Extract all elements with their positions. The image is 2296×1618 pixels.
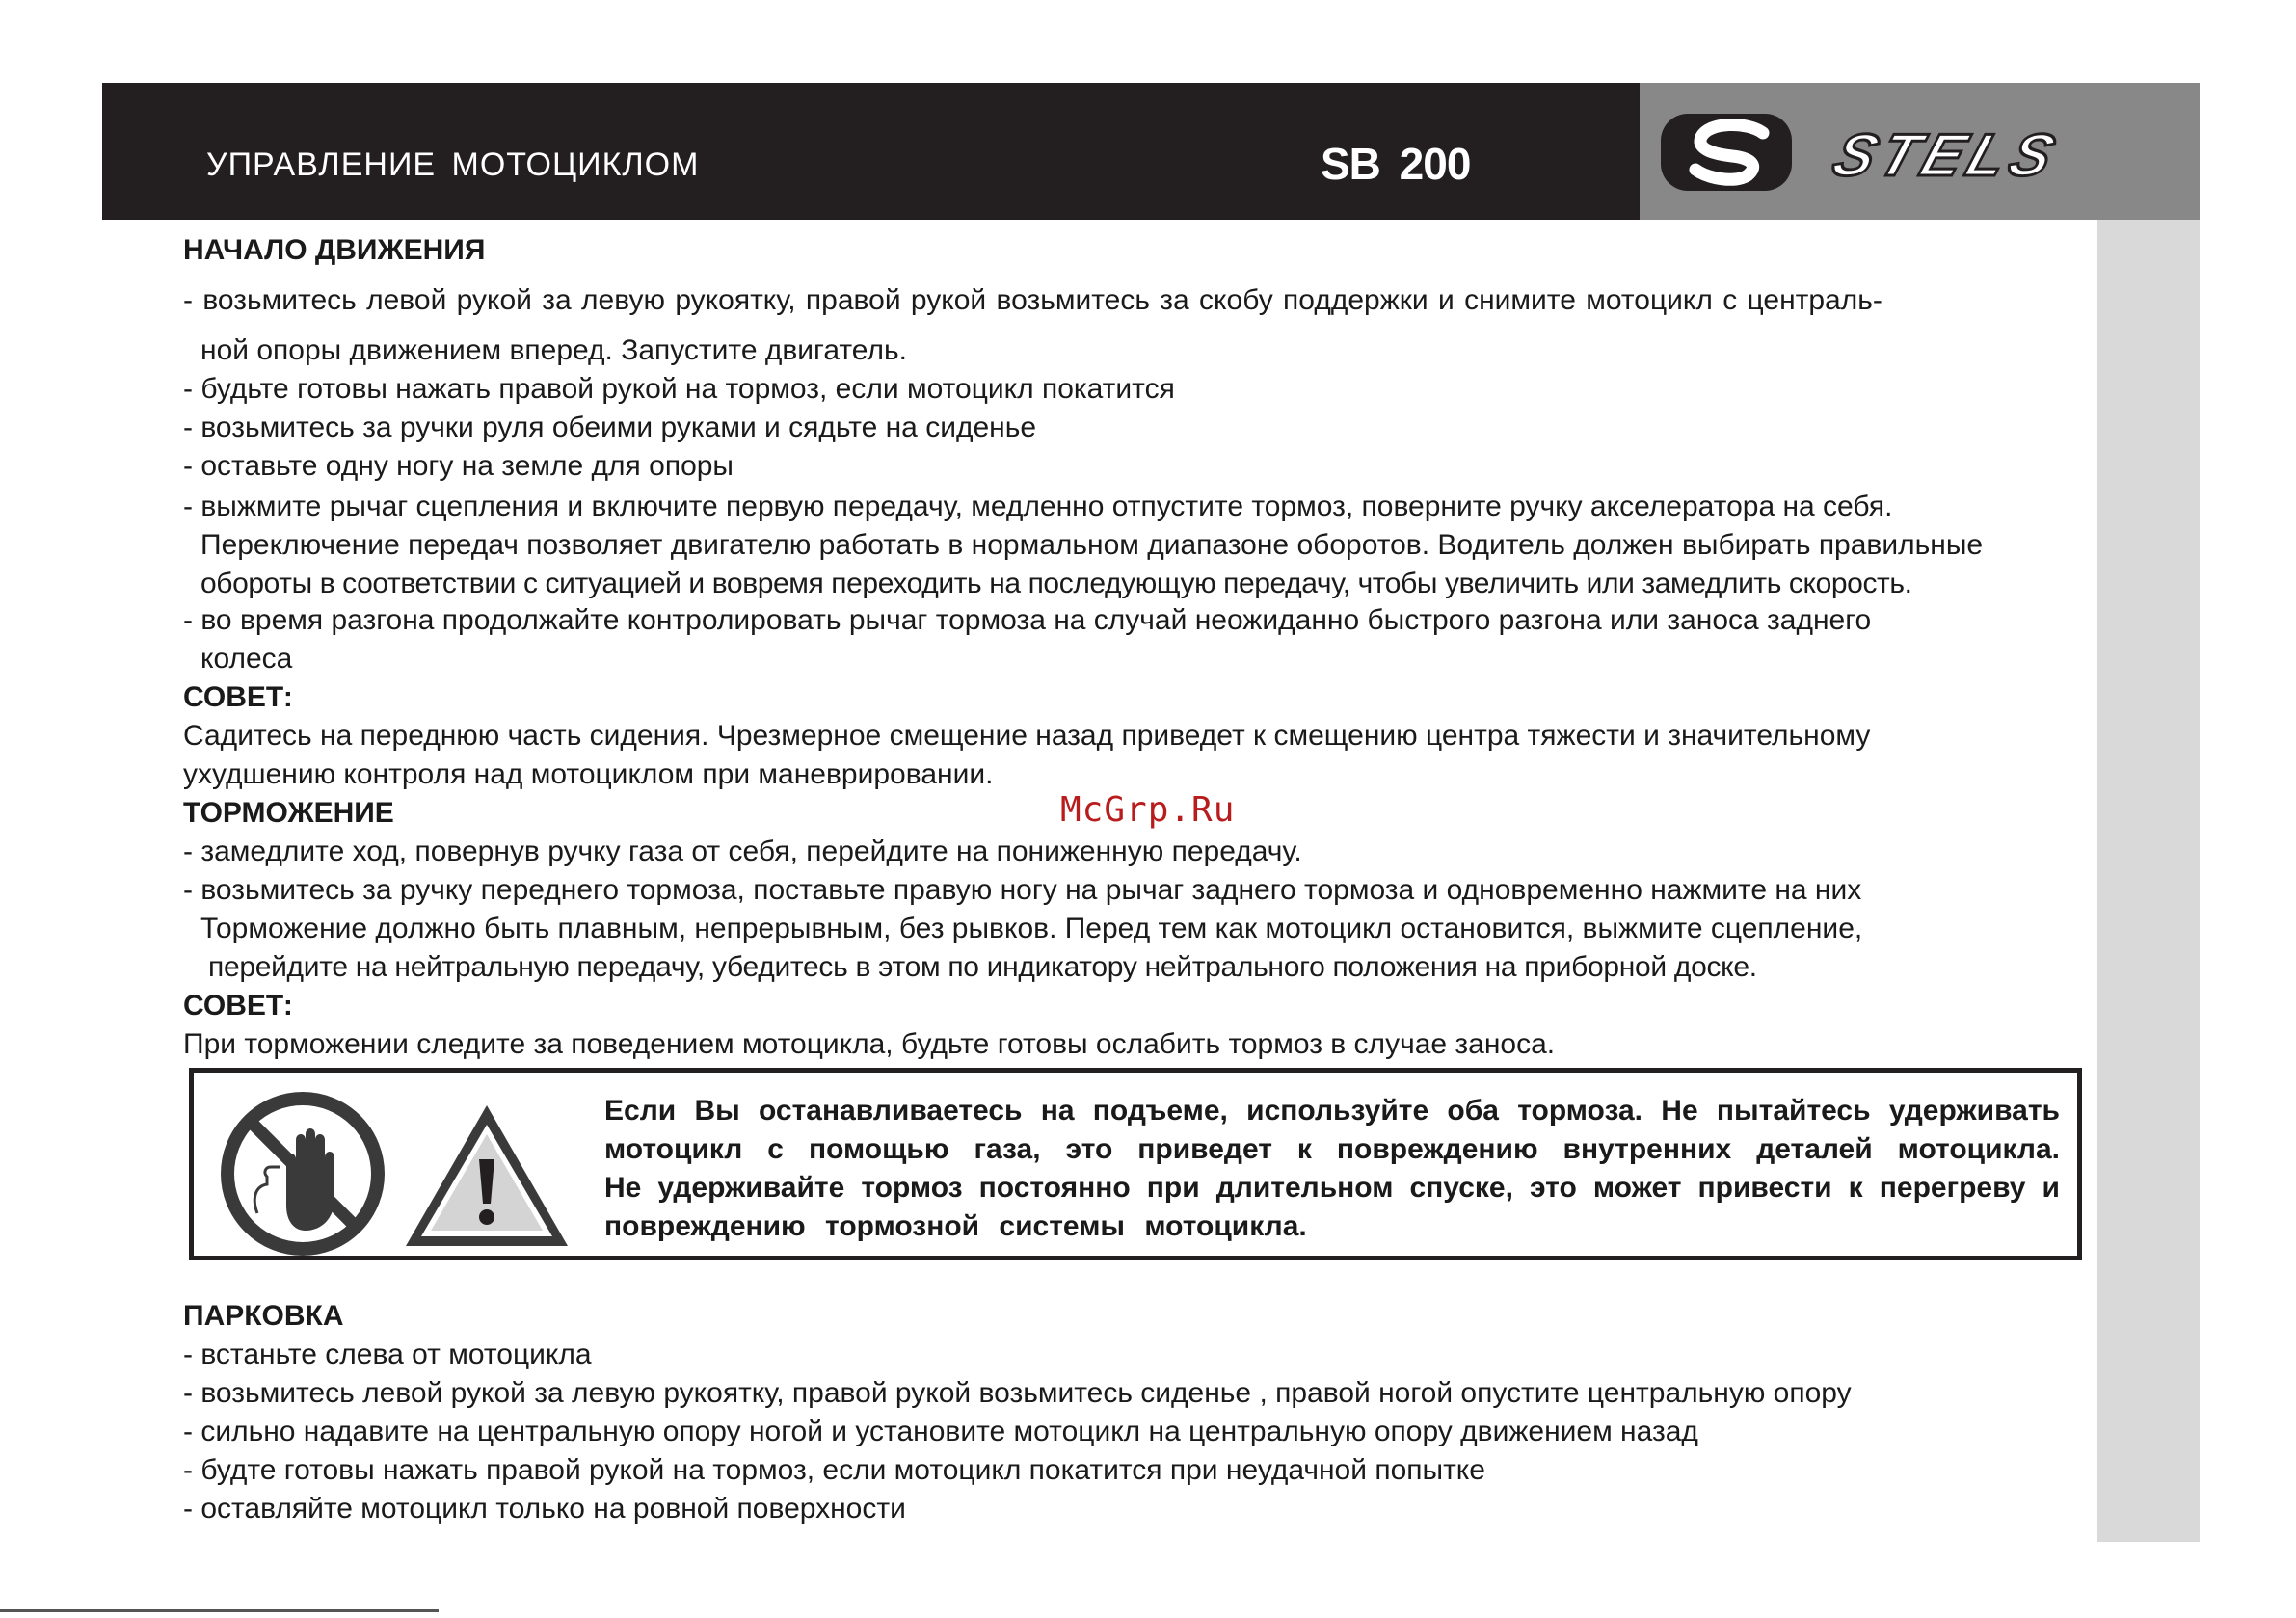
text-line: - оставляйте мотоцикл только на ровной поверхности bbox=[183, 1493, 906, 1525]
text-line: - выжмите рычаг сцепления и включите первую передачу, медленно отпустите тормоз, поверните ручку акселератора на себя. bbox=[183, 491, 1893, 522]
footer-rule bbox=[0, 1609, 439, 1612]
text-line: - во время разгона продолжайте контролировать рычаг тормоза на случай неожиданно быстрого разгона или заноса заднего bbox=[183, 604, 1872, 636]
watermark: McGrp.Ru bbox=[1060, 790, 1236, 830]
warning-line: Не удерживайте тормоз постоянно при длительном спуске, это может привести к перегреву и bbox=[604, 1172, 2060, 1204]
brand-text: STELS bbox=[1825, 121, 2069, 189]
prohibition-hand-icon bbox=[219, 1090, 387, 1258]
text-line: - будьте готовы нажать правой рукой на тормоз, если мотоцикл покатится bbox=[183, 373, 1175, 405]
text-line: ухудшению контроля над мотоциклом при маневрировании. bbox=[183, 758, 994, 790]
text-line: обороты в соответствии с ситуацией и вовремя переходить на последующую передачу, чтобы увеличить или замедлить скорость. bbox=[200, 568, 1912, 599]
text-line: колеса bbox=[200, 643, 293, 675]
text-line: - возьмитесь левой рукой за левую рукоятку, правой рукой возьмитесь за скобу поддержки и снимите мотоцикл с централь- bbox=[183, 284, 1882, 316]
text-line: - замедлите ход, повернув ручку газа от себя, перейдите на пониженную передачу. bbox=[183, 836, 1302, 867]
model-name: SB 200 bbox=[1321, 139, 1471, 189]
warning-line: повреждению тормозной системы мотоцикла. bbox=[604, 1210, 1307, 1242]
text-line: - оставьте одну ногу на земле для опоры bbox=[183, 450, 734, 482]
page-header bbox=[102, 83, 1640, 220]
section-heading-parking: ПАРКОВКА bbox=[183, 1300, 344, 1332]
warning-exclamation-icon bbox=[400, 1100, 574, 1254]
text-line: ной опоры движением вперед. Запустите двигатель. bbox=[200, 334, 907, 366]
text-line: Переключение передач позволяет двигателю работать в нормальном диапазоне оборотов. Водитель должен выбирать правильные bbox=[200, 529, 1984, 561]
warning-box bbox=[189, 1068, 2082, 1260]
header-title: УПРАВЛЕНИЕ МОТОЦИКЛОМ bbox=[206, 146, 700, 183]
text-line: перейдите на нейтральную передачу, убедитесь в этом по индикатору нейтрального положения на приборной доске. bbox=[208, 951, 1757, 983]
text-line: Торможение должно быть плавным, непрерывным, без рывков. Перед тем как мотоцикл остановится, выжмите сцепление, bbox=[200, 913, 1863, 944]
text-line: - сильно надавите на центральную опору ногой и установите мотоцикл на центральную опору движением назад bbox=[183, 1416, 1698, 1447]
stels-logo-icon bbox=[1640, 83, 2200, 220]
text-line: - возьмитесь левой рукой за левую рукоятку, правой рукой возьмитесь сиденье , правой ногой опустите центральную опору bbox=[183, 1377, 1852, 1409]
text-line: При торможении следите за поведением мотоцикла, будьте готовы ослабить тормоз в случае заноса. bbox=[183, 1028, 1556, 1060]
side-tab-bar bbox=[2097, 220, 2200, 1542]
text-line: Садитесь на переднюю часть сидения. Чрезмерное смещение назад приведет к смещению центра тяжести и значительному bbox=[183, 720, 1871, 752]
warning-text bbox=[604, 1092, 2060, 1246]
warning-line: Если Вы останавливаетесь на подъеме, используйте оба тормоза. Не пытайтесь удерживать bbox=[604, 1095, 2060, 1127]
warning-line: мотоцикл с помощью газа, это приведет к повреждению внутренних деталей мотоцикла. bbox=[604, 1133, 2060, 1165]
section-heading-tip: СОВЕТ: bbox=[183, 990, 293, 1021]
text-line: - возьмитесь за ручку переднего тормоза, поставьте правую ногу на рычаг заднего тормоза и одновременно нажмите на них bbox=[183, 874, 1862, 906]
brand-logo-panel bbox=[1640, 83, 2200, 220]
section-heading-start: НАЧАЛО ДВИЖЕНИЯ bbox=[183, 234, 486, 266]
section-heading-braking: ТОРМОЖЕНИЕ bbox=[183, 797, 394, 829]
text-line: - встаньте слева от мотоцикла bbox=[183, 1339, 592, 1370]
text-line: - будте готовы нажать правой рукой на тормоз, если мотоцикл покатится при неудачной попытке bbox=[183, 1454, 1485, 1486]
section-heading-tip: СОВЕТ: bbox=[183, 681, 293, 713]
text-line: - возьмитесь за ручки руля обеими руками и сядьте на сиденье bbox=[183, 411, 1037, 443]
